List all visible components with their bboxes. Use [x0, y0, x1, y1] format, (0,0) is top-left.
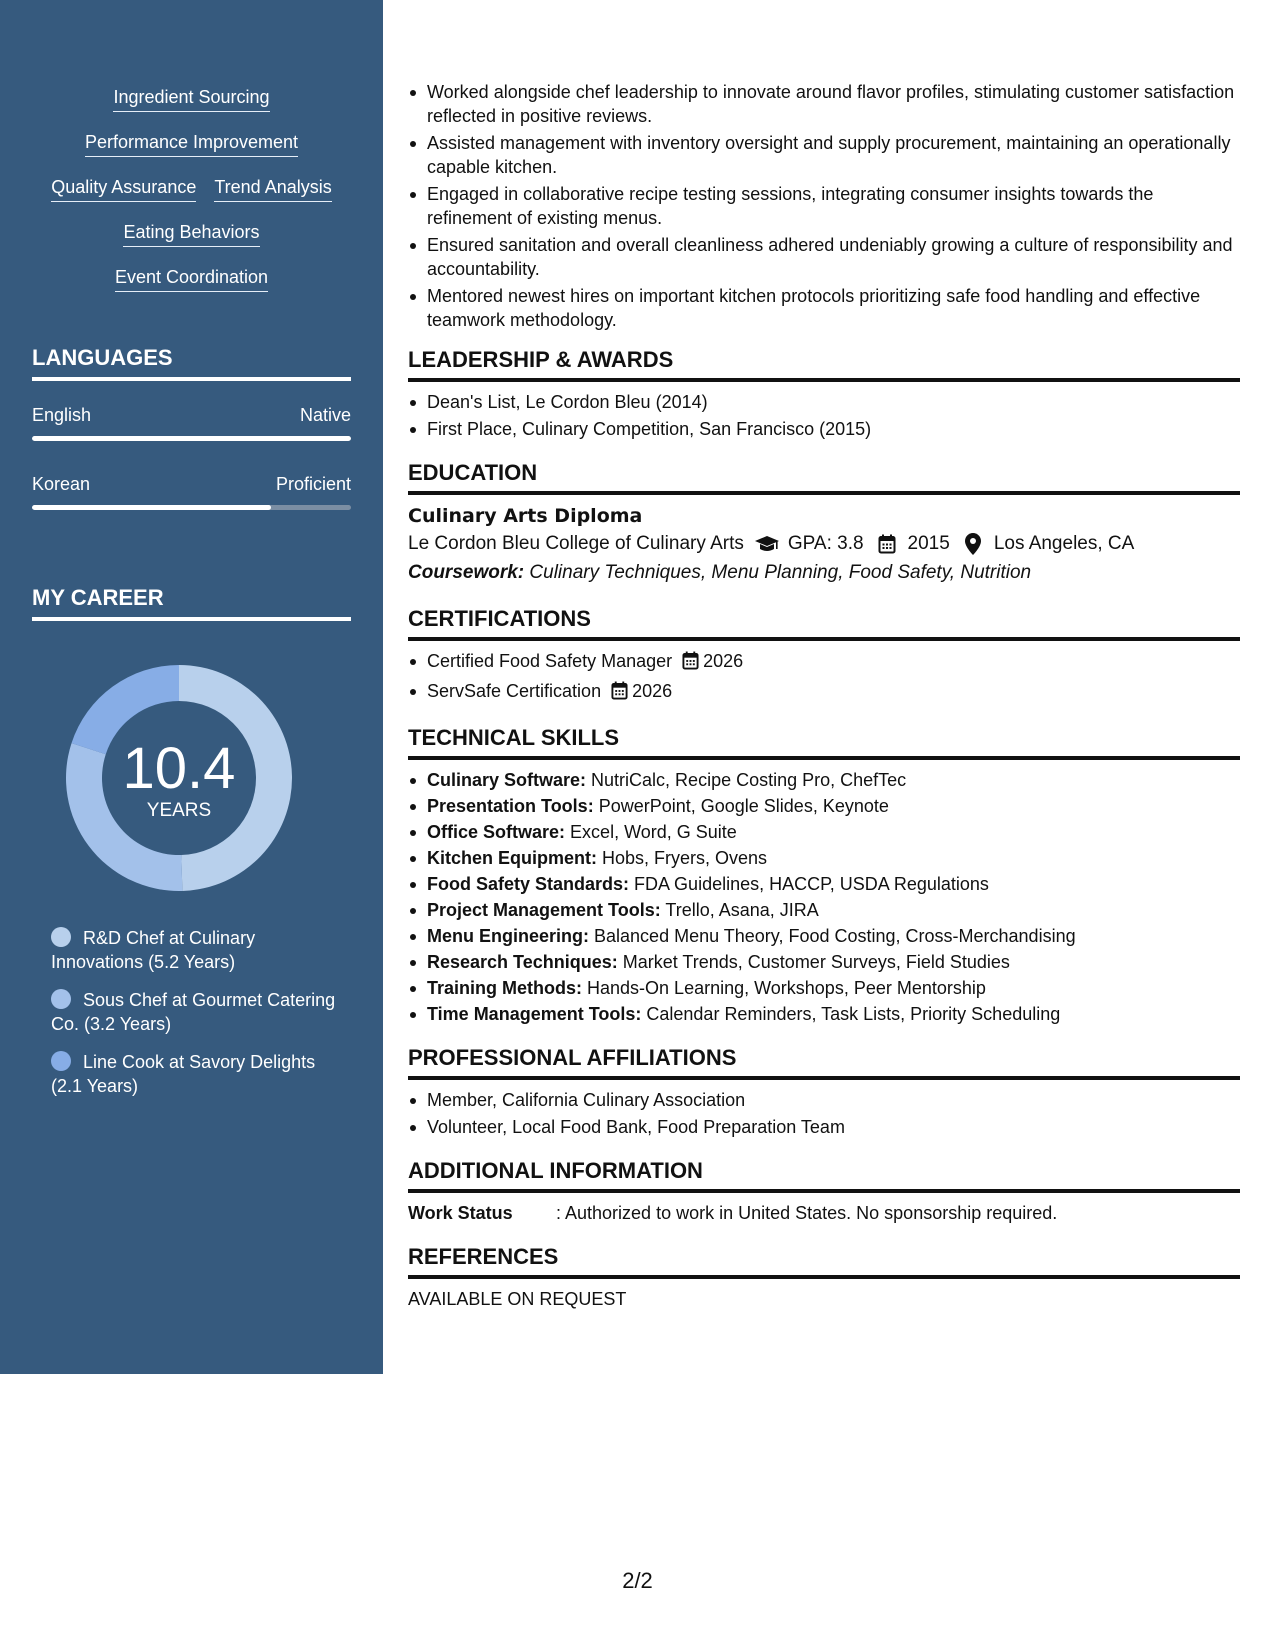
certifications-section	[408, 605, 1240, 706]
language-name: Korean	[32, 474, 91, 494]
references-section	[408, 1243, 1240, 1311]
skill-values: Hands-On Learning, Workshops, Peer Mentorship	[587, 978, 986, 998]
skill-category: Presentation Tools:	[427, 796, 594, 816]
certifications-list	[408, 649, 1240, 706]
technical-skill-item	[408, 924, 1240, 948]
skill-tag: Event Coordination	[115, 266, 268, 292]
education-location: Los Angeles, CA	[993, 533, 1135, 554]
skill-category: Kitchen Equipment:	[427, 848, 597, 868]
skills-tag-cloud	[32, 86, 351, 311]
main-content	[408, 80, 1240, 1311]
career-donut-chart	[66, 665, 292, 891]
affiliation-item: Member, California Culinary Association	[408, 1088, 1240, 1112]
affiliation-item: Volunteer, Local Food Bank, Food Preparation Team	[408, 1115, 1240, 1139]
experience-bullet: Ensured sanitation and overall cleanliness adhered undeniably growing a culture of responsibility and accountability.	[408, 233, 1240, 281]
skill-values: Calendar Reminders, Task Lists, Priority Scheduling	[646, 1004, 1061, 1024]
education-degree: Culinary Arts Diploma	[408, 505, 643, 527]
skill-tag: Quality Assurance	[51, 176, 196, 202]
career-total-value: 10.4	[122, 736, 236, 801]
technical-skills-list	[408, 768, 1240, 1026]
education-heading: EDUCATION	[408, 459, 1240, 495]
experience-bullets	[408, 80, 1240, 332]
career-legend-item	[51, 1050, 341, 1098]
technical-skill-item	[408, 768, 1240, 792]
certification-year: 2026	[632, 681, 673, 701]
work-status-value: : Authorized to work in United States. No sponsorship required.	[556, 1203, 1058, 1223]
skill-tag: Ingredient Sourcing	[113, 86, 269, 112]
award-item: Dean's List, Le Cordon Bleu (2014)	[408, 390, 1240, 414]
language-level: Proficient	[275, 474, 351, 494]
education-school: Le Cordon Bleu College of Culinary Arts	[408, 533, 744, 554]
location-pin-icon	[960, 533, 986, 555]
calendar-icon	[874, 533, 900, 555]
skill-values: Hobs, Fryers, Ovens	[602, 848, 768, 868]
work-status-label: Work Status	[408, 1203, 513, 1223]
languages-heading: LANGUAGES	[32, 344, 351, 381]
skill-tag-row	[32, 176, 351, 221]
leadership-heading: LEADERSHIP & AWARDS	[408, 346, 1240, 382]
skill-values: Market Trends, Customer Surveys, Field Studies	[622, 952, 1010, 972]
technical-skills-section	[408, 724, 1240, 1026]
language-proficiency-bar	[32, 505, 351, 510]
career-legend	[51, 926, 341, 1112]
skill-values: Balanced Menu Theory, Food Costing, Cross-Merchandising	[594, 926, 1076, 946]
skill-tag-row	[32, 131, 351, 176]
technical-skill-item	[408, 872, 1240, 896]
skill-tag-row	[32, 221, 351, 266]
technical-skill-item	[408, 846, 1240, 870]
skill-values: FDA Guidelines, HACCP, USDA Regulations	[634, 874, 989, 894]
skill-category: Project Management Tools:	[427, 900, 661, 920]
award-item: First Place, Culinary Competition, San Francisco (2015)	[408, 417, 1240, 441]
skill-category: Training Methods:	[427, 978, 582, 998]
skill-category: Time Management Tools:	[427, 1004, 642, 1024]
skill-tag: Trend Analysis	[214, 176, 331, 202]
skill-values: PowerPoint, Google Slides, Keynote	[598, 796, 889, 816]
certifications-heading: CERTIFICATIONS	[408, 605, 1240, 641]
page-number: 2/2	[622, 1568, 653, 1593]
experience-bullet: Worked alongside chef leadership to innovate around flavor profiles, stimulating customer satisfaction reflected in positive reviews.	[408, 80, 1240, 128]
leadership-section	[408, 346, 1240, 441]
language-proficiency-fill	[32, 505, 271, 510]
career-heading: MY CAREER	[32, 584, 351, 621]
certification-year: 2026	[703, 651, 744, 671]
career-label: R&D Chef at Culinary Innovations (5.2 Years)	[51, 928, 256, 972]
skill-category: Research Techniques:	[427, 952, 618, 972]
technical-skill-item	[408, 820, 1240, 844]
experience-bullet: Mentored newest hires on important kitchen protocols prioritizing safe food handling and effective teamwork methodology.	[408, 284, 1240, 332]
career-total-unit: YEARS	[146, 800, 212, 821]
language-proficiency-fill	[32, 436, 351, 441]
skill-tag-row	[32, 266, 351, 311]
work-status-row	[408, 1201, 1240, 1225]
technical-skill-item	[408, 794, 1240, 818]
leadership-list	[408, 390, 1240, 441]
technical-skills-heading: TECHNICAL SKILLS	[408, 724, 1240, 760]
language-proficiency-bar	[32, 436, 351, 441]
education-section	[408, 459, 1240, 587]
legend-dot	[51, 989, 71, 1009]
legend-dot	[51, 927, 71, 947]
references-text: AVAILABLE ON REQUEST	[408, 1289, 627, 1309]
technical-skill-item	[408, 976, 1240, 1000]
legend-dot	[51, 1051, 71, 1071]
career-label: Sous Chef at Gourmet Catering Co. (3.2 Years)	[51, 990, 336, 1034]
education-meta	[408, 529, 1240, 559]
skill-category: Food Safety Standards:	[427, 874, 630, 894]
education-coursework	[408, 559, 1240, 587]
technical-skill-item	[408, 1002, 1240, 1026]
skill-category: Menu Engineering:	[427, 926, 589, 946]
calendar-icon	[611, 681, 628, 706]
skill-values: Trello, Asana, JIRA	[665, 900, 819, 920]
language-level: Native	[299, 405, 351, 425]
skill-tag: Eating Behaviors	[123, 221, 259, 247]
coursework-text: Culinary Techniques, Menu Planning, Food Safety, Nutrition	[529, 562, 1032, 583]
graduation-cap-icon	[754, 533, 780, 555]
career-label: Line Cook at Savory Delights (2.1 Years)	[51, 1052, 316, 1096]
sidebar	[0, 0, 383, 1374]
certification-name: ServSafe Certification	[427, 681, 602, 701]
affiliations-list	[408, 1088, 1240, 1139]
skill-category: Office Software:	[427, 822, 566, 842]
affiliations-section	[408, 1044, 1240, 1139]
language-name: English	[32, 405, 92, 425]
skill-tag: Performance Improvement	[85, 131, 298, 157]
certification-name: Certified Food Safety Manager	[427, 651, 673, 671]
skill-category: Culinary Software:	[427, 770, 587, 790]
certification-item	[408, 679, 1240, 706]
language-row-korean	[32, 473, 351, 510]
skill-values: NutriCalc, Recipe Costing Pro, ChefTec	[591, 770, 907, 790]
affiliations-heading: PROFESSIONAL AFFILIATIONS	[408, 1044, 1240, 1080]
career-legend-item	[51, 988, 341, 1036]
skill-values: Excel, Word, G Suite	[570, 822, 737, 842]
certification-item	[408, 649, 1240, 676]
education-gpa: GPA: 3.8	[787, 533, 864, 554]
additional-info-heading: ADDITIONAL INFORMATION	[408, 1157, 1240, 1193]
additional-info-section	[408, 1157, 1240, 1225]
skill-tag-row	[32, 86, 351, 131]
technical-skill-item	[408, 950, 1240, 974]
coursework-label: Coursework:	[408, 562, 525, 583]
career-legend-item	[51, 926, 341, 974]
calendar-icon	[682, 651, 699, 676]
language-row-english	[32, 404, 351, 441]
experience-bullet: Assisted management with inventory oversight and supply procurement, maintaining an operationally capable kitchen.	[408, 131, 1240, 179]
experience-bullet: Engaged in collaborative recipe testing sessions, integrating consumer insights towards the refinement of existing menus.	[408, 182, 1240, 230]
donut-center	[66, 665, 292, 891]
references-heading: REFERENCES	[408, 1243, 1240, 1279]
education-year: 2015	[907, 533, 950, 554]
technical-skill-item	[408, 898, 1240, 922]
